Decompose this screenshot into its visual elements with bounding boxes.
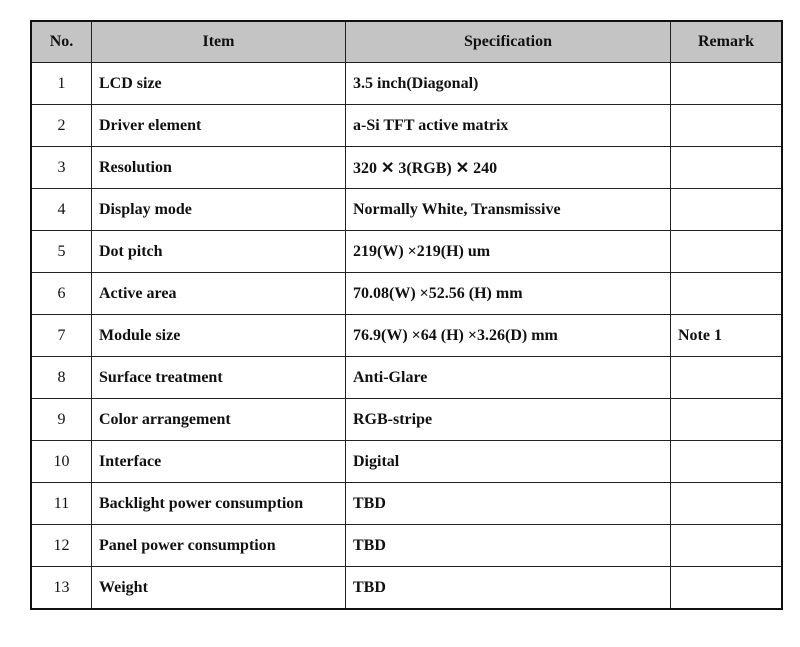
table-header xyxy=(32,22,782,63)
cell-specification: Digital xyxy=(346,441,671,483)
specification-table xyxy=(31,21,782,609)
cell-no: 9 xyxy=(32,399,92,441)
cell-item: Weight xyxy=(92,567,346,609)
cell-item: Driver element xyxy=(92,105,346,147)
table-row xyxy=(32,357,782,399)
table-row xyxy=(32,525,782,567)
table-row xyxy=(32,273,782,315)
cell-item: Color arrangement xyxy=(92,399,346,441)
header-specification: Specification xyxy=(346,22,671,63)
cell-item: Backlight power consumption xyxy=(92,483,346,525)
header-row xyxy=(32,22,782,63)
cell-specification: 70.08(W) ×52.56 (H) mm xyxy=(346,273,671,315)
cell-remark xyxy=(671,231,782,273)
cell-no: 4 xyxy=(32,189,92,231)
cell-remark xyxy=(671,399,782,441)
cell-specification: a-Si TFT active matrix xyxy=(346,105,671,147)
cell-remark xyxy=(671,105,782,147)
cell-remark xyxy=(671,189,782,231)
cell-no: 6 xyxy=(32,273,92,315)
cell-no: 13 xyxy=(32,567,92,609)
cell-remark xyxy=(671,147,782,189)
cell-specification: Normally White, Transmissive xyxy=(346,189,671,231)
cell-item: Panel power consumption xyxy=(92,525,346,567)
table-row xyxy=(32,483,782,525)
cell-specification: TBD xyxy=(346,483,671,525)
cell-no: 3 xyxy=(32,147,92,189)
cell-remark: Note 1 xyxy=(671,315,782,357)
cell-no: 5 xyxy=(32,231,92,273)
cell-item: Interface xyxy=(92,441,346,483)
cell-specification: Anti-Glare xyxy=(346,357,671,399)
header-item: Item xyxy=(92,22,346,63)
table-row xyxy=(32,231,782,273)
cell-item: LCD size xyxy=(92,63,346,105)
cell-no: 10 xyxy=(32,441,92,483)
cell-item: Display mode xyxy=(92,189,346,231)
header-remark: Remark xyxy=(671,22,782,63)
cell-specification: TBD xyxy=(346,525,671,567)
cell-no: 7 xyxy=(32,315,92,357)
cell-no: 2 xyxy=(32,105,92,147)
cell-item: Active area xyxy=(92,273,346,315)
cell-remark xyxy=(671,63,782,105)
cell-specification: 76.9(W) ×64 (H) ×3.26(D) mm xyxy=(346,315,671,357)
table-row xyxy=(32,315,782,357)
cell-remark xyxy=(671,357,782,399)
cell-specification: 320 ✕ 3(RGB) ✕ 240 xyxy=(346,147,671,189)
cell-remark xyxy=(671,441,782,483)
table-row xyxy=(32,105,782,147)
cell-item: Dot pitch xyxy=(92,231,346,273)
table-row xyxy=(32,441,782,483)
cell-specification: 219(W) ×219(H) um xyxy=(346,231,671,273)
cell-specification: RGB-stripe xyxy=(346,399,671,441)
table-row xyxy=(32,567,782,609)
cell-item: Resolution xyxy=(92,147,346,189)
cell-item: Module size xyxy=(92,315,346,357)
table-row xyxy=(32,63,782,105)
cell-no: 8 xyxy=(32,357,92,399)
cell-no: 11 xyxy=(32,483,92,525)
cell-no: 1 xyxy=(32,63,92,105)
cell-specification: TBD xyxy=(346,567,671,609)
table-body xyxy=(32,63,782,609)
header-no: No. xyxy=(32,22,92,63)
table-row xyxy=(32,399,782,441)
cell-specification: 3.5 inch(Diagonal) xyxy=(346,63,671,105)
cell-remark xyxy=(671,567,782,609)
cell-item: Surface treatment xyxy=(92,357,346,399)
cell-remark xyxy=(671,525,782,567)
table-row xyxy=(32,147,782,189)
table-row xyxy=(32,189,782,231)
cell-remark xyxy=(671,483,782,525)
cell-no: 12 xyxy=(32,525,92,567)
cell-remark xyxy=(671,273,782,315)
